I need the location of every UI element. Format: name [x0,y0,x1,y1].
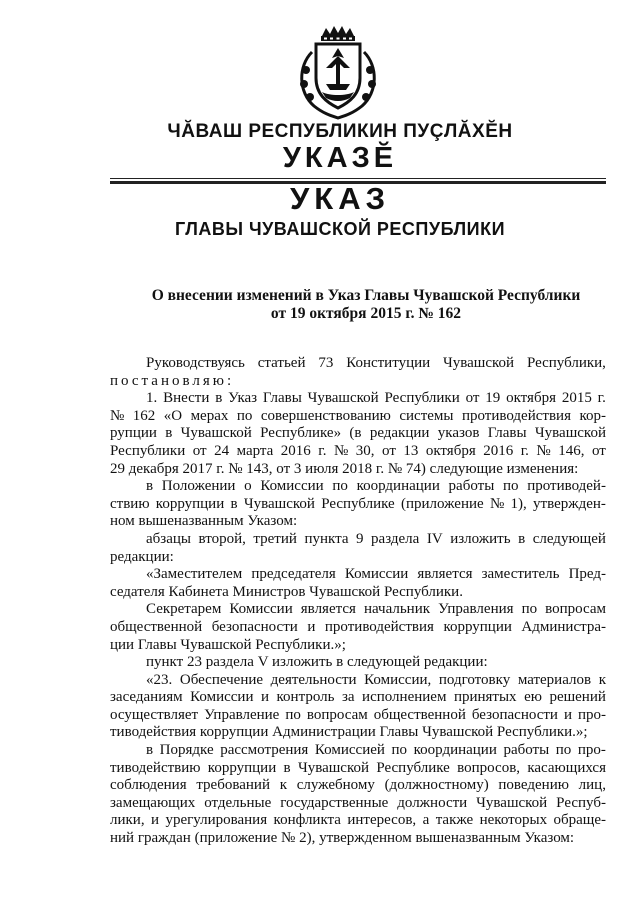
body-line: общественной безопасности и противодействия коррупции Администра- [110,618,606,635]
chuvash-header-line: ЧĂВАШ РЕСПУБЛИКИН ПУÇЛĂХĔН [167,121,513,142]
body-line: пункт 23 раздела V изложить в следующей редакции: [146,654,488,671]
body-line: № 162 «О мерах по совершенствованию системы противодействия кор- [110,407,606,424]
chuvash-emblem-icon [290,22,386,122]
body-line: редакции: [110,548,174,565]
body-line: 29 декабря 2017 г. № 143, от 3 июля 2018 г. № 74) следующие изменения: [110,460,579,477]
body-line: заседаниям Комиссии и контроль за исполнением принятых ею решений [110,689,606,706]
body-line: в Положении о Комиссии по координации работы по противодей- [146,478,606,495]
document-title-line: О внесении изменений в Указ Главы Чувашской Республики [151,287,581,304]
body-line: Республики от 24 марта 2016 г. № 30, от 13 октября 2016 г. № 146, от [110,442,606,459]
body-line: абзацы второй, третий пункта 9 раздела IV изложить в следующей [146,530,606,547]
body-line: «Заместителем председателя Комиссии является заместитель Пред- [146,566,606,583]
body-line: тиводействию коррупции в Чувашской Республике вопросов, касающихся [110,759,606,776]
body-line: осуществляет Управление по вопросам общественной безопасности и про- [110,706,606,723]
russian-title: УКАЗ [289,181,390,216]
body-line: ном вышеназванным Указом: [110,513,298,530]
body-line: «23. Обеспечение деятельности Комиссии, подготовку материалов к [146,671,606,688]
document-body [110,355,606,848]
body-line: тиводействия коррупции Администрации Главы Чувашской Республики.»; [110,724,588,741]
body-line: седателя Кабинета Министров Чувашской Республики. [110,583,463,600]
body-line: в Порядке рассмотрения Комиссией по координации работы по про- [146,742,606,759]
body-line: ции Главы Чувашской Республики.»; [110,636,346,653]
chuvash-title: УКАЗĔ [282,142,398,174]
body-line: соблюдения требований к служебному (должностному) поведению лиц, [110,777,606,794]
body-line: постановляю: [110,372,235,389]
body-line: ний граждан (приложение № 2), утвержденном вышеназванным Указом: [110,830,575,847]
russian-subtitle: ГЛАВЫ ЧУВАШСКОЙ РЕСПУБЛИКИ [174,219,506,239]
body-line: 1. Внести в Указ Главы Чувашской Республики от 19 октября 2015 г. [146,390,606,407]
document-title [106,287,626,323]
body-line: рупции в Чувашской Республике» (в редакции указов Главы Чувашской [110,425,606,442]
body-line: Секретарем Комиссии является начальник Управления по вопросам [146,601,606,618]
document-title-line: от 19 октября 2015 г. № 162 [270,305,462,322]
body-line: Руководствуясь статьей 73 Конституции Чувашской Республики, [146,355,606,371]
body-line: замещающих отдельные государственные должности Чувашской Респуб- [110,794,606,811]
body-line: ствию коррупции в Чувашской Республике (приложение № 1), утвержден- [110,495,606,512]
body-line: лики, и урегулирования конфликта интересов, а также некоторых обраще- [110,812,606,829]
divider-thin [110,178,606,179]
